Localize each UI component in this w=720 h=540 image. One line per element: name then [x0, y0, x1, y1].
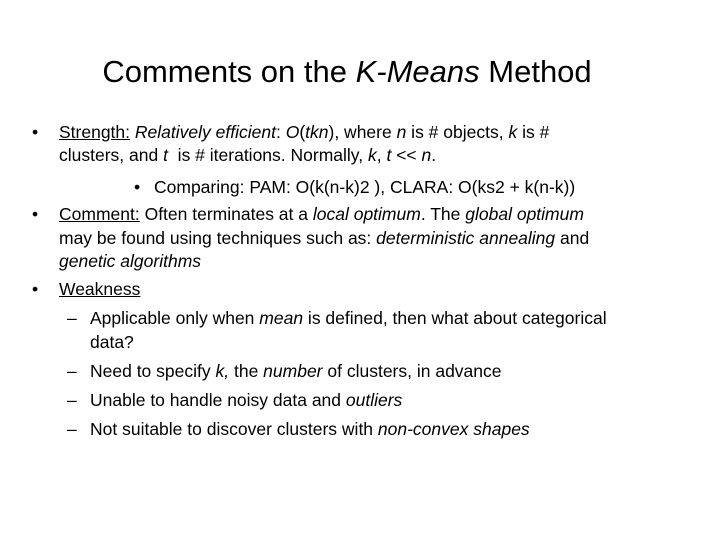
- dash-applicable: –: [67, 308, 77, 328]
- title-text-emphasis: K-Means: [355, 54, 480, 89]
- title-text-post: Method: [479, 54, 592, 89]
- text-run: <<: [391, 145, 422, 165]
- text-run: Relatively efficient: [134, 122, 276, 142]
- text-run: k,: [215, 361, 230, 381]
- title-text-pre: Comments on the: [102, 54, 356, 89]
- text-run: non-convex shapes: [377, 419, 530, 439]
- text-run: Applicable only when: [90, 308, 260, 328]
- dash-specify-k: –: [67, 361, 77, 381]
- text-run: is defined, then what about categorical: [303, 308, 607, 328]
- bullet-strength: •: [32, 122, 39, 142]
- bullet-comment: •: [32, 204, 39, 224]
- text-run: Often terminates at a: [139, 204, 313, 224]
- weakness-noisy-data: [90, 389, 402, 411]
- comment-line-3: genetic algorithms: [59, 251, 202, 271]
- text-run: outliers: [345, 390, 403, 410]
- strength-line-1: [59, 121, 549, 143]
- dash-non-convex: –: [67, 419, 77, 439]
- text-run: and: [555, 228, 590, 248]
- text-run: is #: [517, 122, 550, 142]
- text-run: Not suitable to discover clusters with: [90, 419, 378, 439]
- text-run: tkn: [305, 122, 329, 142]
- comment-line-2: [59, 227, 589, 249]
- text-run: n: [396, 122, 407, 142]
- text-run: O: [285, 122, 300, 142]
- text-run: Unable to handle noisy data and: [90, 390, 346, 410]
- text-run: (: [299, 122, 306, 142]
- weakness-label-line: [59, 278, 140, 300]
- text-run: k: [508, 122, 518, 142]
- text-run: :: [275, 122, 286, 142]
- weakness-applicable-1: [90, 307, 607, 329]
- text-run: ,: [376, 145, 387, 165]
- slide-title: [0, 52, 694, 92]
- text-run: the: [229, 361, 264, 381]
- text-run: . The: [420, 204, 466, 224]
- text-run: Need to specify: [90, 361, 216, 381]
- text-run: t: [163, 145, 168, 165]
- strength-line-2: [59, 144, 436, 166]
- text-run: n: [421, 145, 432, 165]
- text-run: may be found using techniques such as:: [59, 228, 377, 248]
- comment-line-1: [59, 203, 584, 225]
- text-run: .: [431, 145, 437, 165]
- text-run: k: [367, 145, 377, 165]
- strength-label: Strength:: [59, 122, 131, 142]
- text-run: local optimum: [312, 204, 421, 224]
- weakness-label: Weakness: [59, 279, 141, 299]
- dash-noisy-data: –: [67, 390, 77, 410]
- weakness-specify-k: [90, 360, 502, 382]
- comment-label: Comment:: [59, 204, 140, 224]
- bullet-comparing: •: [134, 177, 141, 197]
- text-run: is # iterations. Normally,: [167, 145, 368, 165]
- text-run: t: [386, 145, 392, 165]
- text-run: of clusters, in advance: [322, 361, 502, 381]
- text-run: global optimum: [465, 204, 584, 224]
- text-run: ), where: [328, 122, 397, 142]
- bullet-weakness: •: [32, 279, 39, 299]
- text-run: deterministic annealing: [376, 228, 556, 248]
- text-run: clusters, and: [59, 145, 164, 165]
- strength-comparing: Comparing: PAM: O(k(n-k)2 ), CLARA: O(ks2 + k(n-k)): [154, 177, 576, 197]
- text-run: number: [263, 361, 323, 381]
- text-run: is # objects,: [406, 122, 509, 142]
- weakness-applicable-2: data?: [90, 332, 134, 352]
- text-run: mean: [259, 308, 304, 328]
- weakness-non-convex: [90, 418, 530, 440]
